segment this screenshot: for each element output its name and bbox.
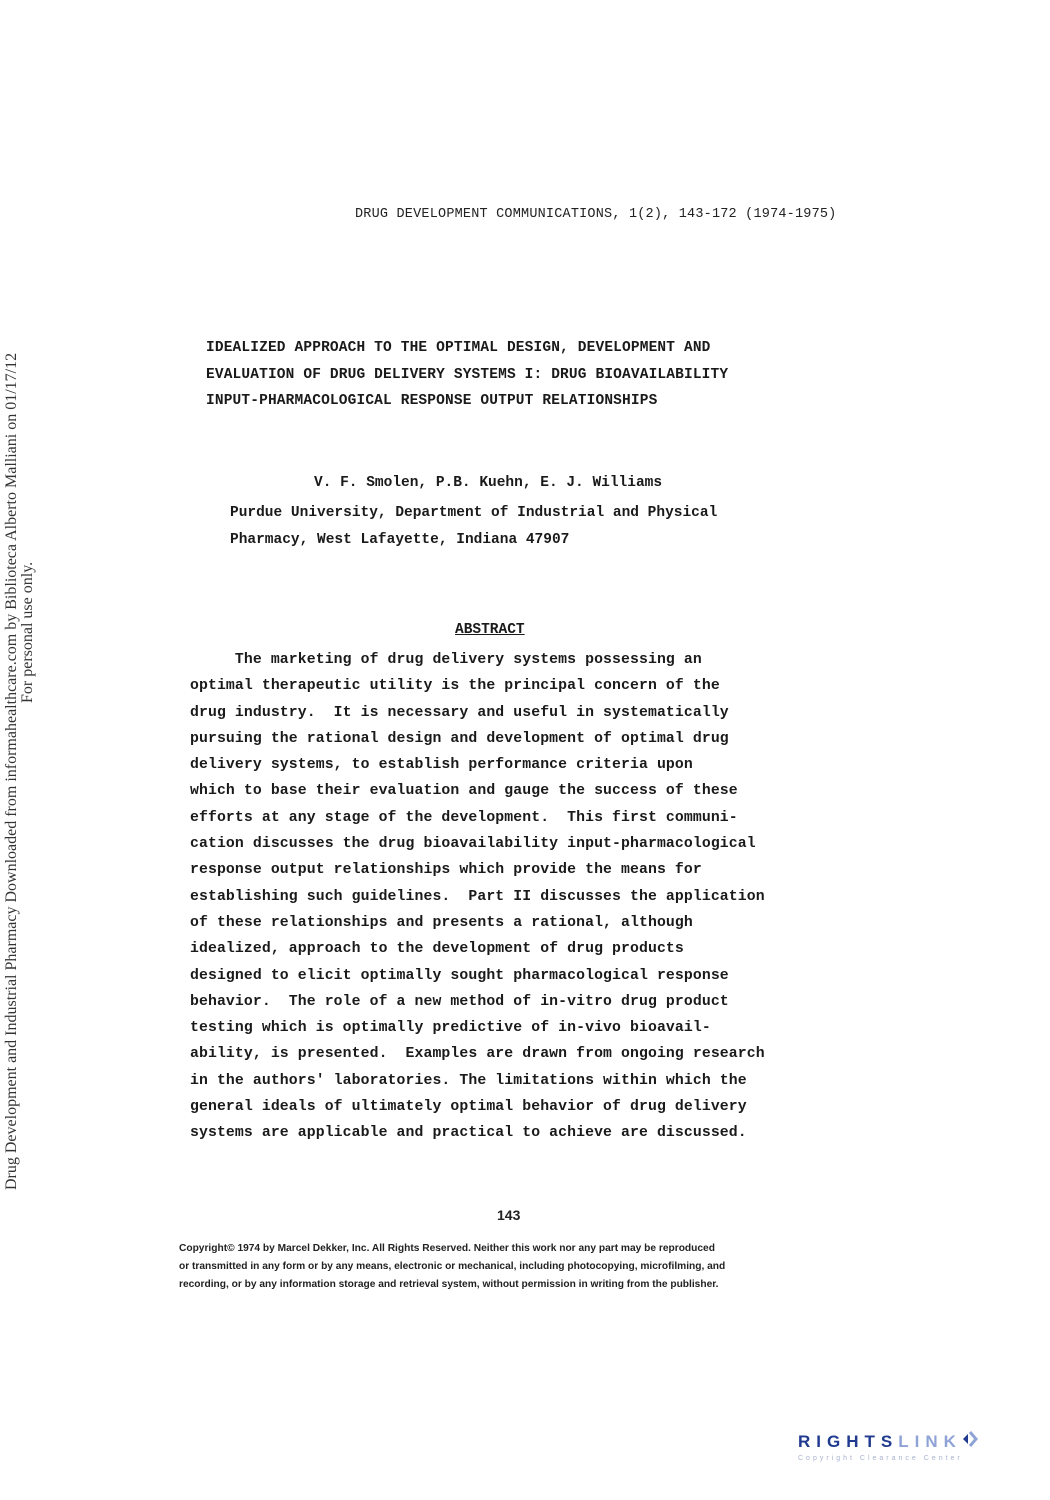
abstract-line: general ideals of ultimately optimal behavior of drug delivery — [190, 1099, 747, 1116]
abstract-line: establishing such guidelines. Part II discusses the application — [190, 888, 765, 905]
journal-header: DRUG DEVELOPMENT COMMUNICATIONS, 1(2), 143-172 (1974-1975) — [355, 207, 837, 222]
abstract-line: pursuing the rational design and development of optimal drug — [190, 730, 729, 747]
abstract-line: of these relationships and presents a rational, although — [190, 914, 693, 931]
rightslink-logo[interactable] — [798, 1430, 1038, 1470]
abstract-line: ability, is presented. Examples are drawn from ongoing research — [190, 1046, 765, 1063]
paper-title — [206, 335, 728, 415]
affiliation-line: Purdue University, Department of Industrial and Physical — [230, 505, 718, 521]
rightslink-arrow-icon — [960, 1430, 978, 1453]
abstract-body — [190, 647, 765, 1147]
download-watermark — [0, 0, 50, 1190]
abstract-line: behavior. The role of a new method of in-vitro drug product — [190, 993, 729, 1010]
abstract-line: systems are applicable and practical to achieve are discussed. — [190, 1125, 747, 1142]
abstract-line: The marketing of drug delivery systems possessing an — [190, 652, 702, 668]
abstract-line: which to base their evaluation and gauge the success of these — [190, 783, 738, 800]
abstract-line: designed to elicit optimally sought pharmacological response — [190, 967, 729, 984]
copyright-line: recording, or by any information storage and retrieval system, without permission in writing from the publisher. — [179, 1279, 719, 1290]
affiliation — [230, 500, 717, 554]
watermark-line-2: For personal use only. — [19, 561, 36, 703]
copyright-line: or transmitted in any form or by any means, electronic or mechanical, including photocopying, microfilming, and — [179, 1261, 726, 1272]
rightslink-tagline: Copyright Clearance Center — [798, 1455, 963, 1462]
abstract-heading: ABSTRACT — [455, 622, 525, 638]
copyright-line: Copyright© 1974 by Marcel Dekker, Inc. All Rights Reserved. Neither this work nor any part may be reproduced — [179, 1243, 715, 1254]
copyright-notice — [179, 1240, 859, 1294]
abstract-line: efforts at any stage of the development. This first communi- — [190, 809, 738, 826]
affiliation-line: Pharmacy, West Lafayette, Indiana 47907 — [230, 532, 570, 548]
abstract-line: testing which is optimally predictive of in-vivo bioavail- — [190, 1020, 711, 1037]
abstract-line: response output relationships which provide the means for — [190, 862, 702, 879]
rightslink-rights-text: RIGHTS — [798, 1431, 899, 1451]
abstract-line: in the authors' laboratories. The limitations within which the — [190, 1072, 747, 1089]
abstract-line: cation discusses the drug bioavailability input-pharmacological — [190, 836, 756, 853]
rightslink-link-text: LINK — [898, 1431, 962, 1451]
watermark-line-1: Drug Development and Industrial Pharmacy Downloaded from informahealthcare.com by Biblioteca Alberto Malliani on 01/17/12 — [3, 352, 20, 1190]
authors: V. F. Smolen, P.B. Kuehn, E. J. Williams — [314, 475, 663, 491]
title-line: EVALUATION OF DRUG DELIVERY SYSTEMS I: DRUG BIOAVAILABILITY — [206, 366, 729, 383]
abstract-line: optimal therapeutic utility is the principal concern of the — [190, 678, 720, 695]
title-line: IDEALIZED APPROACH TO THE OPTIMAL DESIGN, DEVELOPMENT AND — [206, 340, 711, 356]
abstract-line: delivery systems, to establish performance criteria upon — [190, 757, 693, 774]
abstract-line: drug industry. It is necessary and useful in systematically — [190, 704, 729, 721]
page-number: 143 — [497, 1207, 521, 1223]
title-line: INPUT-PHARMACOLOGICAL RESPONSE OUTPUT RELATIONSHIPS — [206, 393, 658, 409]
abstract-line: idealized, approach to the development of drug products — [190, 941, 684, 958]
